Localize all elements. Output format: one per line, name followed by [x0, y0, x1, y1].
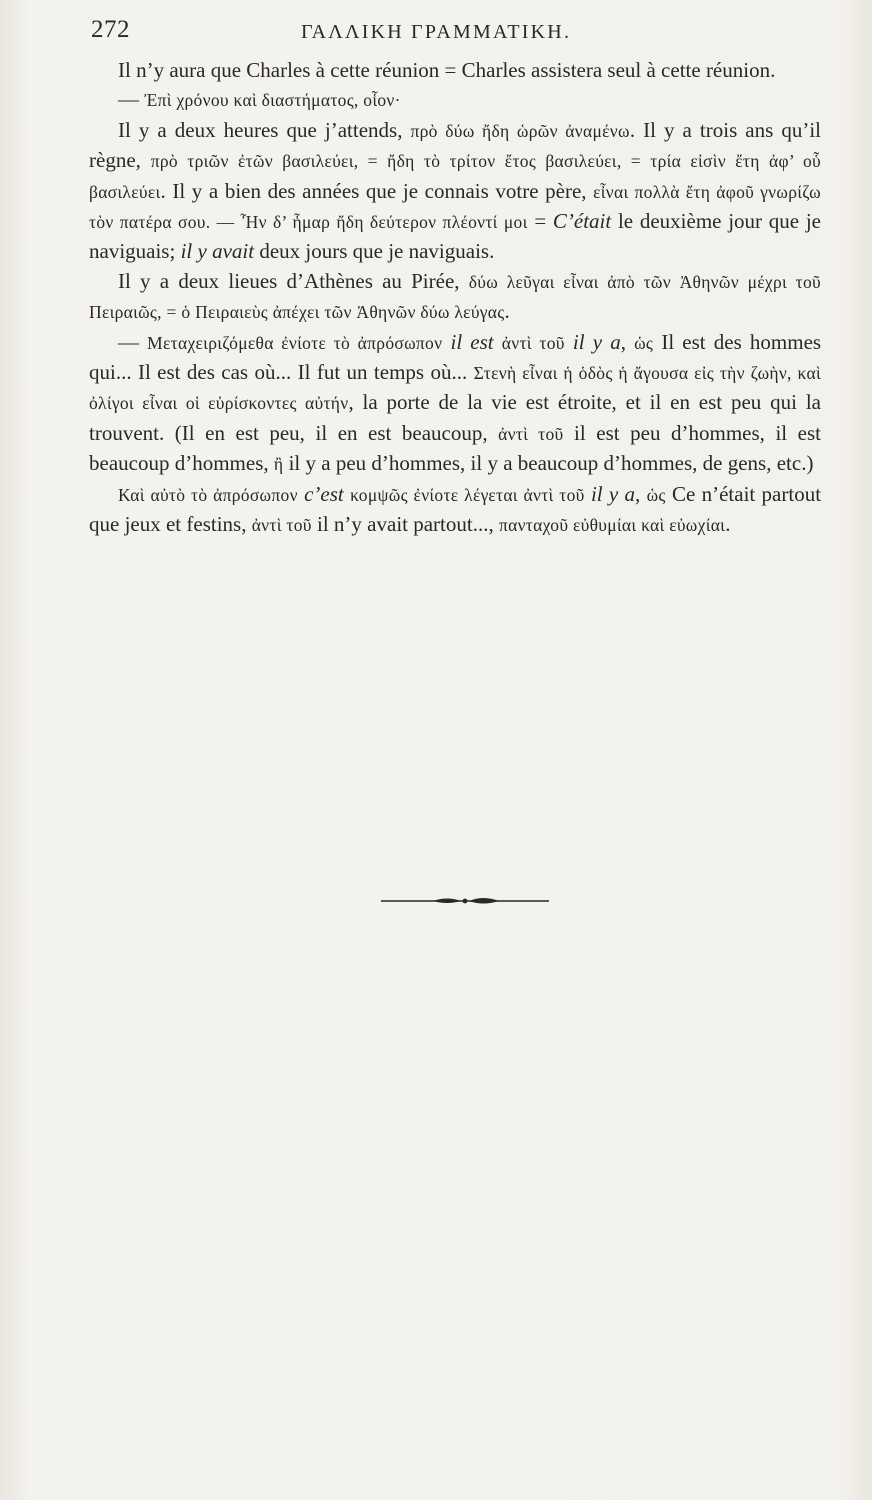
- greek-text: Στενὴ εἶναι ἡ ὁδὸς ἡ ἄγουσα εἰς τὴν ζωὴν, καὶ ὀλίγοι εἶναι οἱ εὑρίσκοντες αὐτήν: [89, 363, 821, 414]
- italic-text: il est: [450, 329, 494, 354]
- text-run: . Il y a trois ans qu’il règne,: [89, 117, 821, 173]
- greek-text: Ἐπὶ χρόνου καὶ διαστήματος, οἷον·: [144, 90, 401, 111]
- paragraph: [89, 116, 821, 267]
- text-run: —: [118, 87, 145, 112]
- text-run: —: [118, 329, 148, 354]
- greek-text: πανταχοῦ εὐθυμίαι καὶ εὐωχίαι: [498, 515, 726, 536]
- italic-text: il y a: [572, 329, 621, 354]
- greek-text: Καὶ αὐτὸ τὸ ἀπρόσωπον: [118, 484, 298, 505]
- end-ornament: [381, 893, 549, 909]
- greek-text: Μεταχειριζόμεθα ἐνίοτε τὸ ἀπρόσωπον: [147, 332, 443, 353]
- italic-text: il y a: [590, 481, 636, 506]
- text-run: . Il y a bien des années que je connais votre père,: [160, 178, 594, 203]
- running-title: ΓΑΛΛΙΚΗ ΓΡΑΜΜΑΤΙΚΗ.: [301, 21, 572, 43]
- text-run: Ce n’était partout que jeux et festins,: [89, 481, 822, 537]
- text-run: .: [504, 299, 510, 324]
- greek-text: εἶναι πολλὰ ἔτη ἀφοῦ γνωρίζω τὸν πατέρα σου. — Ἦν δ’ ἦμαρ ἤδη δεύτερον πλέοντί μοι: [89, 181, 821, 233]
- greek-text: ὡς: [646, 484, 666, 505]
- text-run: il n’y avait partout...,: [311, 512, 499, 537]
- page-header: [91, 16, 811, 52]
- paragraph: [89, 267, 821, 328]
- text-run: [565, 330, 573, 354]
- paragraph: [89, 328, 821, 480]
- greek-text: ὡς: [634, 332, 654, 353]
- text-run: deux jours que je naviguais.: [254, 239, 495, 264]
- text-run: Il est des hommes qui... Il est des cas où... Il fut un temps où...: [89, 329, 822, 385]
- text-run: Il y a deux lieues d’Athènes au Pirée,: [118, 268, 469, 293]
- text-run: ,: [620, 329, 635, 354]
- greek-text: ἀντὶ τοῦ: [501, 332, 565, 353]
- greek-text: ἀντὶ τοῦ: [251, 515, 312, 536]
- paragraph: [89, 85, 821, 115]
- text-run: Il y a deux heures que j’attends,: [118, 117, 411, 142]
- italic-text: c’est: [304, 481, 344, 506]
- greek-text: ἀντὶ τοῦ: [498, 423, 564, 444]
- text-run: il est peu d’hommes, il est beaucoup d’hommes,: [89, 420, 821, 476]
- page-number: 272: [91, 16, 130, 43]
- text-run: le deuxième jour que je naviguais;: [89, 209, 821, 264]
- text-run: [494, 330, 502, 354]
- paragraph: [89, 480, 821, 541]
- greek-text: κομψῶς ἐνίοτε λέγεται ἀντὶ τοῦ: [350, 484, 585, 505]
- text-run: =: [527, 209, 553, 234]
- paragraph: [89, 56, 821, 85]
- italic-text: C’était: [552, 209, 612, 234]
- italic-text: il y avait: [180, 239, 255, 264]
- text-run: .: [725, 512, 731, 537]
- text-run: , la porte de la vie est étroite, et il en est peu qui la trouvent. (Il en est peu, il en est beaucoup,: [89, 390, 821, 445]
- greek-text: δύω λεῦγαι εἶναι ἀπὸ τῶν Ἀθηνῶν μέχρι τοῦ Πειραιῶς, = ὁ Πειραιεὺς ἀπέχει τῶν Ἀθηνῶν δύω λεύγας: [89, 271, 821, 323]
- text-run: il y a peu d’hommes, il y a beaucoup d’hommes, de gens, etc.): [283, 451, 814, 476]
- greek-text: πρὸ δύω ἤδη ὡρῶν ἀναμένω: [410, 120, 630, 141]
- text-run: Il n’y aura que Charles à cette réunion = Charles assistera seul à cette réunion.: [118, 58, 776, 82]
- text-run: ,: [635, 481, 647, 506]
- greek-text: ἢ: [273, 454, 284, 475]
- greek-text: πρὸ τριῶν ἐτῶν βασιλεύει, = ἤδη τὸ τρίτον ἔτος βασιλεύει, = τρία εἰσὶν ἔτη ἀφ’ οὗ βασιλεύει: [89, 151, 821, 202]
- body-text: [89, 56, 821, 541]
